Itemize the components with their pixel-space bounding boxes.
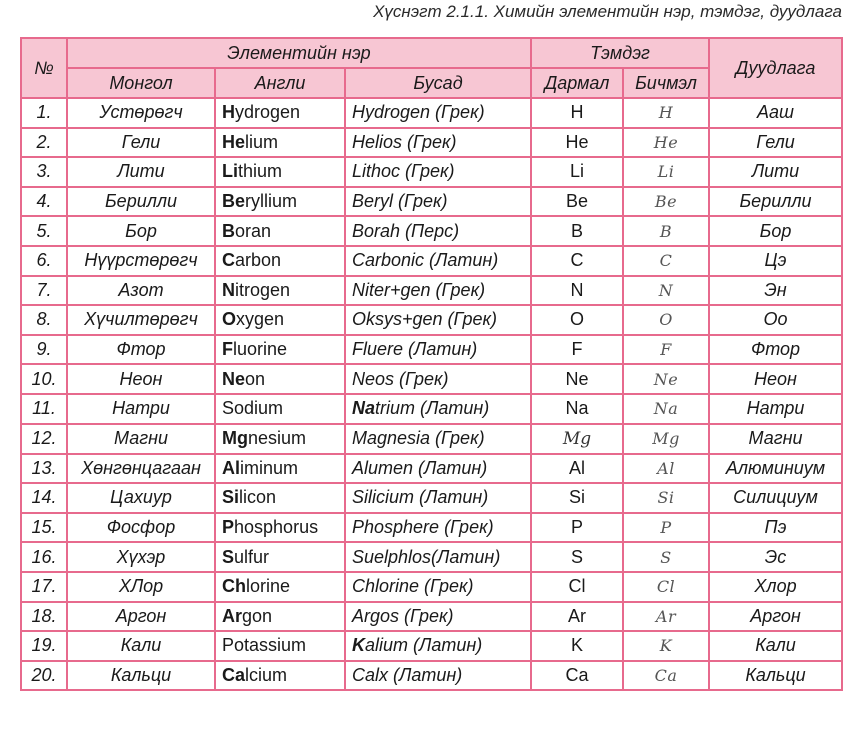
row-number: 20. <box>21 661 67 691</box>
row-number: 16. <box>21 542 67 572</box>
pronunciation: Эн <box>709 276 842 306</box>
table-row <box>21 216 842 246</box>
pronunciation: Силициум <box>709 483 842 513</box>
name-english-symbol-part: Ne <box>222 368 246 389</box>
name-mongolian: Хүхэр <box>67 542 215 572</box>
name-mongolian: Устөрөгч <box>67 98 215 128</box>
row-number: 12. <box>21 424 67 454</box>
symbol-handwritten-text: Ne <box>653 369 679 389</box>
name-mongolian: Хөнгөнцагаан <box>67 454 215 484</box>
name-other <box>345 364 531 394</box>
table-row <box>21 454 842 484</box>
name-english <box>215 572 345 602</box>
table-row <box>21 128 842 158</box>
name-english-rest: lcium <box>245 664 288 685</box>
symbol-printed <box>531 483 623 513</box>
name-english-rest: Potassium <box>222 635 307 656</box>
name-other <box>345 276 531 306</box>
name-english <box>215 276 345 306</box>
header-element-name: Элементийн нэр <box>67 38 531 68</box>
symbol-handwritten-text: Al <box>657 458 675 478</box>
pronunciation: Неон <box>709 364 842 394</box>
symbol-printed-text: P <box>570 517 583 538</box>
name-mongolian: Берилли <box>67 187 215 217</box>
name-english-rest: arbon <box>235 250 282 271</box>
symbol-handwritten <box>623 364 709 394</box>
name-english-symbol-part: Ca <box>222 664 246 685</box>
pronunciation: Оо <box>709 305 842 335</box>
name-english-symbol-part: Al <box>222 457 240 478</box>
name-english <box>215 246 345 276</box>
header-mongolian: Монгол <box>67 68 215 98</box>
symbol-printed <box>531 454 623 484</box>
name-english-symbol-part: N <box>222 279 235 300</box>
symbol-printed-text: Na <box>565 398 589 419</box>
symbol-printed <box>531 187 623 217</box>
symbol-printed <box>531 631 623 661</box>
name-english-rest: Sodium <box>222 398 284 419</box>
row-number: 9. <box>21 335 67 365</box>
symbol-printed <box>531 572 623 602</box>
symbol-printed <box>531 98 623 128</box>
name-other-rest: Helios (Грек) <box>352 131 457 152</box>
symbol-printed <box>531 661 623 691</box>
name-english <box>215 631 345 661</box>
symbol-handwritten-text: Ca <box>654 665 678 685</box>
symbol-printed <box>531 542 623 572</box>
name-other-rest: Chlorine (Грек) <box>352 576 474 597</box>
name-english-rest: thium <box>238 161 283 182</box>
name-english-symbol-part: P <box>222 517 235 538</box>
name-english-symbol-part: F <box>222 339 233 360</box>
name-other-rest: alium (Латин) <box>365 635 483 656</box>
name-mongolian: Бор <box>67 216 215 246</box>
name-other <box>345 483 531 513</box>
row-number: 4. <box>21 187 67 217</box>
name-other-symbol-part: K <box>352 635 365 656</box>
row-number: 13. <box>21 454 67 484</box>
name-english-symbol-part: S <box>222 546 235 567</box>
table-row <box>21 631 842 661</box>
name-mongolian: Аргон <box>67 602 215 632</box>
name-other-rest: Suelphlos(Латин) <box>352 546 501 567</box>
header-english: Англи <box>215 68 345 98</box>
pronunciation: Магни <box>709 424 842 454</box>
table-row <box>21 276 842 306</box>
symbol-printed-text: B <box>570 220 583 241</box>
row-number: 6. <box>21 246 67 276</box>
symbol-handwritten <box>623 513 709 543</box>
symbol-handwritten <box>623 572 709 602</box>
row-number: 1. <box>21 98 67 128</box>
name-english <box>215 513 345 543</box>
symbol-handwritten <box>623 305 709 335</box>
table-row <box>21 394 842 424</box>
symbol-handwritten <box>623 98 709 128</box>
symbol-printed-text: Ar <box>568 605 586 626</box>
name-other-rest: Calx (Латин) <box>352 664 463 685</box>
symbol-handwritten-text: Cl <box>656 577 676 597</box>
symbol-handwritten <box>623 661 709 691</box>
symbol-handwritten <box>623 128 709 158</box>
symbol-handwritten-text: Mg <box>652 429 680 449</box>
header-other: Бусад <box>345 68 531 98</box>
name-other-rest: Niter+gen (Грек) <box>352 279 486 300</box>
pronunciation: Пэ <box>709 513 842 543</box>
name-other <box>345 216 531 246</box>
symbol-printed <box>531 246 623 276</box>
row-number: 18. <box>21 602 67 632</box>
header-handwritten: Бичмэл <box>623 68 709 98</box>
name-other-rest: Phosphere (Грек) <box>352 517 494 538</box>
name-english-symbol-part: He <box>222 131 246 152</box>
name-other-rest: Neos (Грек) <box>352 368 449 389</box>
name-english <box>215 98 345 128</box>
symbol-handwritten-text: F <box>660 340 672 360</box>
symbol-handwritten <box>623 276 709 306</box>
table-row <box>21 602 842 632</box>
table-row <box>21 661 842 691</box>
symbol-handwritten-text: He <box>653 132 679 152</box>
symbol-printed <box>531 335 623 365</box>
row-number: 11. <box>21 394 67 424</box>
symbol-handwritten-text: Si <box>657 488 675 508</box>
pronunciation: Бор <box>709 216 842 246</box>
name-english <box>215 305 345 335</box>
symbol-printed-text: Al <box>568 457 585 478</box>
name-english <box>215 128 345 158</box>
row-number: 17. <box>21 572 67 602</box>
symbol-printed <box>531 394 623 424</box>
name-mongolian: Фтор <box>67 335 215 365</box>
name-english-rest: oran <box>235 220 272 241</box>
name-english <box>215 483 345 513</box>
row-number: 7. <box>21 276 67 306</box>
name-english-symbol-part: B <box>222 220 235 241</box>
name-other-rest: Silicium (Латин) <box>352 487 489 508</box>
table-row <box>21 572 842 602</box>
name-english-rest: gon <box>242 605 273 626</box>
symbol-printed-text: N <box>570 279 584 300</box>
symbol-printed <box>531 157 623 187</box>
name-other-rest: Borah (Перс) <box>352 220 460 241</box>
pronunciation: Кальци <box>709 661 842 691</box>
symbol-handwritten <box>623 187 709 217</box>
symbol-handwritten-text: Ar <box>655 606 677 626</box>
name-other-rest: Lithoc (Грек) <box>352 161 455 182</box>
name-english-rest: hosphorus <box>234 517 319 538</box>
name-other-rest: trium (Латин) <box>375 398 490 419</box>
pronunciation: Хлор <box>709 572 842 602</box>
pronunciation: Фтор <box>709 335 842 365</box>
name-other <box>345 187 531 217</box>
table-row <box>21 542 842 572</box>
table-row <box>21 157 842 187</box>
pronunciation: Эс <box>709 542 842 572</box>
name-english <box>215 364 345 394</box>
name-english-rest: lium <box>245 131 279 152</box>
symbol-handwritten-text: O <box>659 310 673 330</box>
name-english <box>215 542 345 572</box>
name-english-rest: iminum <box>240 457 299 478</box>
name-english-rest: on <box>245 368 266 389</box>
symbol-printed-text: Be <box>565 191 589 212</box>
symbol-handwritten-text: Na <box>653 399 679 419</box>
name-other <box>345 513 531 543</box>
table-body <box>21 98 842 690</box>
name-english <box>215 394 345 424</box>
symbol-handwritten <box>623 483 709 513</box>
table-row <box>21 513 842 543</box>
name-other <box>345 128 531 158</box>
header-printed: Дармал <box>531 68 623 98</box>
name-other <box>345 305 531 335</box>
name-english <box>215 157 345 187</box>
name-other-rest: Fluere (Латин) <box>352 339 478 360</box>
name-english-symbol-part: Si <box>222 487 240 508</box>
symbol-printed <box>531 128 623 158</box>
name-english-symbol-part: Be <box>222 191 246 212</box>
name-english-rest: luorine <box>233 339 288 360</box>
table-row <box>21 364 842 394</box>
name-other <box>345 542 531 572</box>
table-row <box>21 98 842 128</box>
name-mongolian: Гели <box>67 128 215 158</box>
name-other <box>345 424 531 454</box>
symbol-handwritten <box>623 542 709 572</box>
name-english <box>215 187 345 217</box>
symbol-printed <box>531 602 623 632</box>
name-english-rest: nesium <box>248 428 307 449</box>
pronunciation: Берилли <box>709 187 842 217</box>
name-other <box>345 602 531 632</box>
symbol-printed-text: C <box>570 250 584 271</box>
symbol-handwritten-text: B <box>659 221 673 241</box>
name-english-symbol-part: Li <box>222 161 238 182</box>
name-other <box>345 572 531 602</box>
symbol-handwritten <box>623 394 709 424</box>
name-english-rest: lorine <box>246 576 291 597</box>
name-english-rest: ulfur <box>234 546 270 567</box>
name-other-rest: Argos (Грек) <box>352 605 454 626</box>
row-number: 3. <box>21 157 67 187</box>
pronunciation: Алюминиум <box>709 454 842 484</box>
symbol-printed-text: S <box>570 546 583 567</box>
name-mongolian: Нүүрстөрөгч <box>67 246 215 276</box>
symbol-handwritten-text: Be <box>654 192 678 212</box>
table-row <box>21 335 842 365</box>
table-caption: Хүснэгт 2.1.1. Химийн элементийн нэр, тэмдэг, дуудлага <box>373 2 842 21</box>
symbol-printed-text: Mg <box>562 428 592 449</box>
table-header <box>21 38 842 98</box>
name-english-symbol-part: Ar <box>222 605 243 626</box>
symbol-printed <box>531 364 623 394</box>
name-english-symbol-part: H <box>222 102 235 123</box>
table-row <box>21 305 842 335</box>
symbol-handwritten-text: S <box>660 547 672 567</box>
name-english <box>215 335 345 365</box>
name-english <box>215 216 345 246</box>
symbol-handwritten-text: Li <box>657 162 675 182</box>
name-mongolian: Натри <box>67 394 215 424</box>
name-mongolian: Неон <box>67 364 215 394</box>
symbol-handwritten-text: N <box>658 280 674 300</box>
name-english-rest: licon <box>239 487 277 508</box>
symbol-printed-text: Ca <box>565 664 589 685</box>
symbol-printed <box>531 276 623 306</box>
symbol-printed-text: H <box>570 102 584 123</box>
row-number: 8. <box>21 305 67 335</box>
symbol-handwritten <box>623 246 709 276</box>
symbol-printed-text: Ne <box>565 368 589 389</box>
symbol-handwritten-text: P <box>660 518 672 538</box>
symbol-printed <box>531 424 623 454</box>
header-symbol: Тэмдэг <box>531 38 709 68</box>
symbol-printed-text: Li <box>569 161 584 182</box>
pronunciation: Натри <box>709 394 842 424</box>
symbol-handwritten <box>623 454 709 484</box>
table-row <box>21 187 842 217</box>
row-number: 19. <box>21 631 67 661</box>
name-other <box>345 157 531 187</box>
name-mongolian: Цахиур <box>67 483 215 513</box>
header-num: № <box>21 38 67 98</box>
name-english <box>215 424 345 454</box>
name-english <box>215 454 345 484</box>
name-other-symbol-part: Na <box>352 398 376 419</box>
symbol-handwritten <box>623 157 709 187</box>
name-other-rest: Magnesia (Грек) <box>352 428 485 449</box>
row-number: 10. <box>21 364 67 394</box>
name-english-symbol-part: C <box>222 250 235 271</box>
name-english-rest: ydrogen <box>235 102 301 123</box>
name-other-rest: Beryl (Грек) <box>352 191 448 212</box>
name-english <box>215 602 345 632</box>
name-mongolian: Кальци <box>67 661 215 691</box>
symbol-printed-text: K <box>570 635 583 656</box>
row-number: 5. <box>21 216 67 246</box>
name-english-symbol-part: Ch <box>222 576 246 597</box>
name-other-rest: Oksys+gen (Грек) <box>352 309 498 330</box>
table-row <box>21 246 842 276</box>
symbol-printed <box>531 216 623 246</box>
row-number: 2. <box>21 128 67 158</box>
name-mongolian: ХЛор <box>67 572 215 602</box>
name-other-rest: Hydrogen (Грек) <box>352 102 485 123</box>
name-english-symbol-part: Mg <box>222 428 248 449</box>
name-english-rest: itrogen <box>235 279 291 300</box>
symbol-printed-text: Si <box>568 487 585 508</box>
name-other-rest: Alumen (Латин) <box>352 457 488 478</box>
symbol-handwritten <box>623 424 709 454</box>
symbol-printed-text: He <box>565 131 589 152</box>
pronunciation: Гели <box>709 128 842 158</box>
name-other <box>345 394 531 424</box>
symbol-printed-text: Cl <box>568 576 586 597</box>
pronunciation: Ааш <box>709 98 842 128</box>
pronunciation: Кали <box>709 631 842 661</box>
name-other <box>345 98 531 128</box>
name-english <box>215 661 345 691</box>
pronunciation: Цэ <box>709 246 842 276</box>
symbol-handwritten-text: K <box>659 636 673 656</box>
symbol-printed-text: O <box>569 309 584 330</box>
pronunciation: Аргон <box>709 602 842 632</box>
name-other <box>345 661 531 691</box>
name-english-rest: xygen <box>236 309 285 330</box>
name-other <box>345 335 531 365</box>
symbol-printed <box>531 305 623 335</box>
name-english-symbol-part: O <box>222 309 237 330</box>
symbol-handwritten <box>623 631 709 661</box>
name-other <box>345 246 531 276</box>
name-other <box>345 631 531 661</box>
symbol-handwritten <box>623 602 709 632</box>
symbol-printed-text: F <box>571 339 583 360</box>
name-mongolian: Лити <box>67 157 215 187</box>
pronunciation: Лити <box>709 157 842 187</box>
name-mongolian: Магни <box>67 424 215 454</box>
name-mongolian: Хүчилтөрөгч <box>67 305 215 335</box>
symbol-handwritten-text: H <box>658 103 674 123</box>
name-mongolian: Кали <box>67 631 215 661</box>
symbol-printed <box>531 513 623 543</box>
header-pronunciation: Дуудлага <box>709 38 842 98</box>
symbol-handwritten <box>623 216 709 246</box>
name-other-rest: Carbonic (Латин) <box>352 250 499 271</box>
row-number: 15. <box>21 513 67 543</box>
name-mongolian: Азот <box>67 276 215 306</box>
symbol-handwritten <box>623 335 709 365</box>
name-mongolian: Фосфор <box>67 513 215 543</box>
table-row <box>21 424 842 454</box>
name-english-rest: ryllium <box>245 191 298 212</box>
symbol-handwritten-text: C <box>659 251 673 271</box>
table-row <box>21 483 842 513</box>
row-number: 14. <box>21 483 67 513</box>
name-other <box>345 454 531 484</box>
elements-table <box>20 37 843 691</box>
